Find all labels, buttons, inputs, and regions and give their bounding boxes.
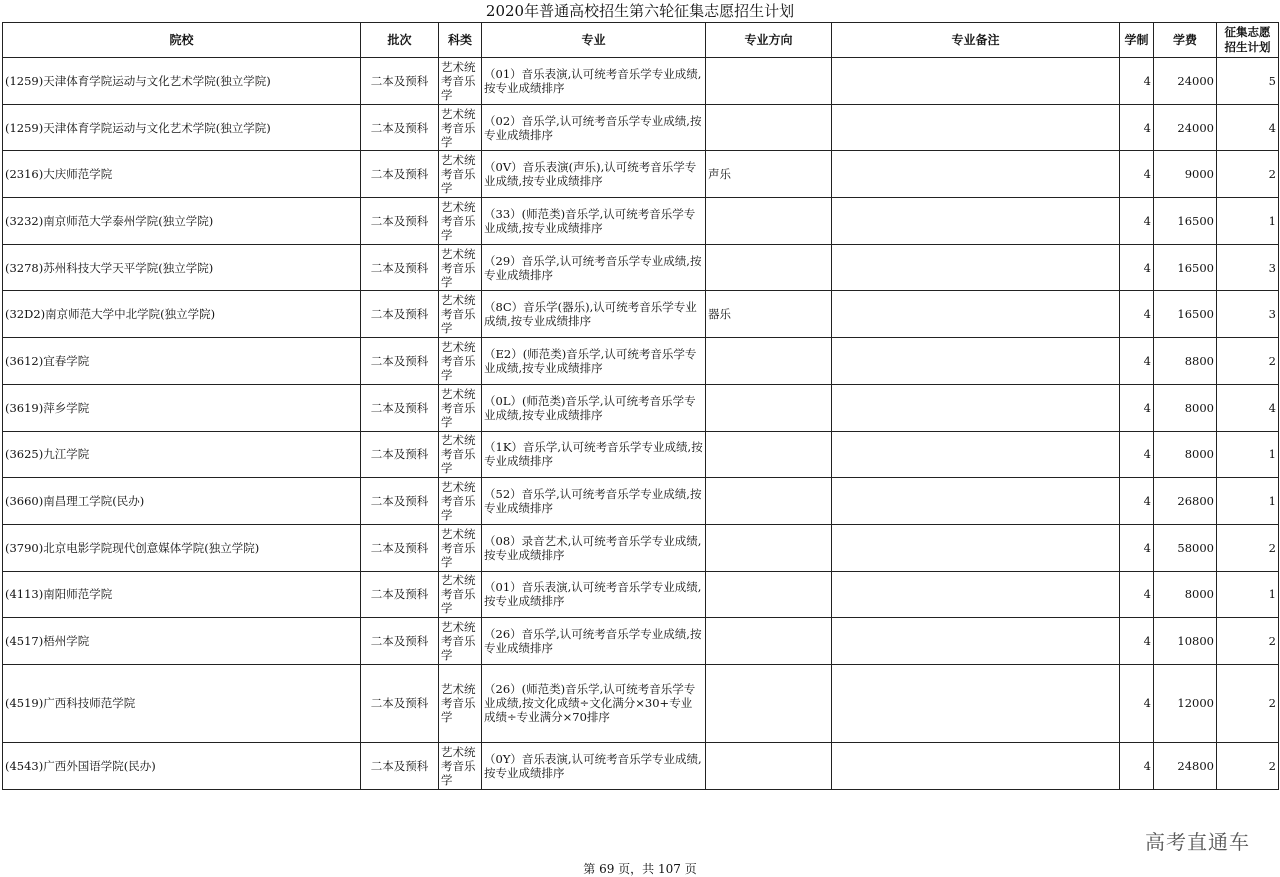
table-row [3,742,1279,789]
cell-batch: 二本及预科 [361,104,439,151]
cell-school: (3278)苏州科技大学天平学院(独立学院) [3,244,361,291]
header-fee: 学费 [1154,23,1217,58]
cell-school: (2316)大庆师范学院 [3,151,361,198]
cell-major: （33）(师范类)音乐学,认可统考音乐学专业成绩,按专业成绩排序 [482,198,706,245]
cell-years: 4 [1120,618,1154,665]
cell-fee: 9000 [1154,151,1217,198]
cell-note [832,291,1120,338]
cell-years: 4 [1120,524,1154,571]
cell-category: 艺术统考音乐学 [439,244,482,291]
cell-plan: 2 [1217,524,1279,571]
table-row [3,384,1279,431]
cell-school: (4519)广西科技师范学院 [3,664,361,742]
cell-school: (3660)南昌理工学院(民办) [3,478,361,525]
cell-batch: 二本及预科 [361,58,439,105]
cell-major: （01）音乐表演,认可统考音乐学专业成绩,按专业成绩排序 [482,571,706,618]
cell-fee: 16500 [1154,291,1217,338]
header-plan: 征集志愿招生计划 [1217,23,1279,58]
page-footer: 第 69 页，共 107 页 [583,862,697,876]
cell-major: （8C）音乐学(器乐),认可统考音乐学专业成绩,按专业成绩排序 [482,291,706,338]
cell-direction [706,244,832,291]
table-row [3,151,1279,198]
cell-fee: 24000 [1154,58,1217,105]
cell-plan: 5 [1217,58,1279,105]
cell-major: （0Y）音乐表演,认可统考音乐学专业成绩,按专业成绩排序 [482,742,706,789]
cell-fee: 24800 [1154,742,1217,789]
table-row [3,524,1279,571]
cell-fee: 8800 [1154,338,1217,385]
cell-category: 艺术统考音乐学 [439,618,482,665]
cell-direction [706,58,832,105]
cell-batch: 二本及预科 [361,618,439,665]
cell-batch: 二本及预科 [361,244,439,291]
cell-note [832,384,1120,431]
cell-plan: 4 [1217,104,1279,151]
table-row [3,198,1279,245]
cell-school: (32D2)南京师范大学中北学院(独立学院) [3,291,361,338]
cell-direction [706,524,832,571]
cell-direction [706,338,832,385]
cell-batch: 二本及预科 [361,742,439,789]
table-row [3,244,1279,291]
cell-fee: 58000 [1154,524,1217,571]
cell-years: 4 [1120,571,1154,618]
header-note: 专业备注 [832,23,1120,58]
cell-fee: 8000 [1154,571,1217,618]
table-row [3,664,1279,742]
table-row [3,478,1279,525]
cell-fee: 16500 [1154,198,1217,245]
cell-years: 4 [1120,478,1154,525]
cell-school: (3625)九江学院 [3,431,361,478]
cell-years: 4 [1120,151,1154,198]
cell-batch: 二本及预科 [361,524,439,571]
cell-note [832,58,1120,105]
cell-direction [706,571,832,618]
table-row [3,618,1279,665]
header-category: 科类 [439,23,482,58]
cell-note [832,104,1120,151]
cell-note [832,431,1120,478]
cell-school: (4517)梧州学院 [3,618,361,665]
cell-school: (3790)北京电影学院现代创意媒体学院(独立学院) [3,524,361,571]
cell-school: (1259)天津体育学院运动与文化艺术学院(独立学院) [3,58,361,105]
cell-school: (3619)萍乡学院 [3,384,361,431]
cell-plan: 1 [1217,198,1279,245]
cell-batch: 二本及预科 [361,478,439,525]
cell-fee: 8000 [1154,431,1217,478]
table-header-row [3,23,1279,58]
cell-major: （02）音乐学,认可统考音乐学专业成绩,按专业成绩排序 [482,104,706,151]
cell-plan: 2 [1217,664,1279,742]
cell-fee: 24000 [1154,104,1217,151]
cell-fee: 12000 [1154,664,1217,742]
cell-years: 4 [1120,244,1154,291]
cell-note [832,338,1120,385]
table-body [3,58,1279,790]
cell-category: 艺术统考音乐学 [439,198,482,245]
document-title: 2020年普通高校招生第六轮征集志愿招生计划 [485,2,795,20]
cell-batch: 二本及预科 [361,664,439,742]
enrollment-plan-table [2,22,1279,790]
cell-major: （01）音乐表演,认可统考音乐学专业成绩,按专业成绩排序 [482,58,706,105]
cell-note [832,571,1120,618]
cell-major: （E2）(师范类)音乐学,认可统考音乐学专业成绩,按专业成绩排序 [482,338,706,385]
table-row [3,338,1279,385]
cell-batch: 二本及预科 [361,291,439,338]
cell-major: （1K）音乐学,认可统考音乐学专业成绩,按专业成绩排序 [482,431,706,478]
cell-category: 艺术统考音乐学 [439,431,482,478]
cell-direction [706,664,832,742]
cell-major: （52）音乐学,认可统考音乐学专业成绩,按专业成绩排序 [482,478,706,525]
cell-direction [706,384,832,431]
cell-category: 艺术统考音乐学 [439,571,482,618]
cell-major: （08）录音艺术,认可统考音乐学专业成绩,按专业成绩排序 [482,524,706,571]
header-major: 专业 [482,23,706,58]
cell-plan: 1 [1217,478,1279,525]
cell-major: （0V）音乐表演(声乐),认可统考音乐学专业成绩,按专业成绩排序 [482,151,706,198]
cell-note [832,198,1120,245]
cell-major: （0L）(师范类)音乐学,认可统考音乐学专业成绩,按专业成绩排序 [482,384,706,431]
cell-plan: 2 [1217,338,1279,385]
cell-direction [706,198,832,245]
cell-fee: 16500 [1154,244,1217,291]
cell-direction: 器乐 [706,291,832,338]
cell-note [832,664,1120,742]
table-row [3,431,1279,478]
table-row [3,104,1279,151]
cell-plan: 1 [1217,571,1279,618]
cell-years: 4 [1120,742,1154,789]
cell-category: 艺术统考音乐学 [439,664,482,742]
cell-category: 艺术统考音乐学 [439,524,482,571]
watermark-text: 高考直通车 [1145,830,1250,854]
cell-years: 4 [1120,198,1154,245]
cell-category: 艺术统考音乐学 [439,58,482,105]
cell-plan: 3 [1217,244,1279,291]
cell-batch: 二本及预科 [361,571,439,618]
cell-fee: 26800 [1154,478,1217,525]
cell-note [832,151,1120,198]
cell-years: 4 [1120,58,1154,105]
cell-direction [706,742,832,789]
cell-note [832,478,1120,525]
header-school: 院校 [3,23,361,58]
cell-note [832,618,1120,665]
cell-category: 艺术统考音乐学 [439,151,482,198]
cell-batch: 二本及预科 [361,198,439,245]
cell-direction [706,431,832,478]
cell-note [832,244,1120,291]
cell-major: （26）(师范类)音乐学,认可统考音乐学专业成绩,按文化成绩÷文化满分×30+专业成绩÷专业满分×70排序 [482,664,706,742]
cell-fee: 8000 [1154,384,1217,431]
header-batch: 批次 [361,23,439,58]
cell-direction: 声乐 [706,151,832,198]
cell-plan: 2 [1217,742,1279,789]
cell-batch: 二本及预科 [361,151,439,198]
cell-batch: 二本及预科 [361,338,439,385]
cell-category: 艺术统考音乐学 [439,291,482,338]
table-row [3,291,1279,338]
cell-years: 4 [1120,664,1154,742]
cell-note [832,524,1120,571]
cell-major: （29）音乐学,认可统考音乐学专业成绩,按专业成绩排序 [482,244,706,291]
cell-plan: 2 [1217,618,1279,665]
cell-school: (3612)宜春学院 [3,338,361,385]
cell-category: 艺术统考音乐学 [439,742,482,789]
cell-category: 艺术统考音乐学 [439,384,482,431]
cell-plan: 4 [1217,384,1279,431]
cell-major: （26）音乐学,认可统考音乐学专业成绩,按专业成绩排序 [482,618,706,665]
cell-years: 4 [1120,338,1154,385]
cell-category: 艺术统考音乐学 [439,478,482,525]
cell-category: 艺术统考音乐学 [439,338,482,385]
cell-plan: 2 [1217,151,1279,198]
cell-years: 4 [1120,291,1154,338]
cell-school: (3232)南京师范大学泰州学院(独立学院) [3,198,361,245]
cell-batch: 二本及预科 [361,431,439,478]
cell-school: (1259)天津体育学院运动与文化艺术学院(独立学院) [3,104,361,151]
cell-note [832,742,1120,789]
cell-fee: 10800 [1154,618,1217,665]
table-row [3,58,1279,105]
header-direction: 专业方向 [706,23,832,58]
cell-years: 4 [1120,431,1154,478]
cell-direction [706,618,832,665]
cell-plan: 1 [1217,431,1279,478]
header-years: 学制 [1120,23,1154,58]
cell-direction [706,104,832,151]
cell-school: (4113)南阳师范学院 [3,571,361,618]
cell-plan: 3 [1217,291,1279,338]
cell-category: 艺术统考音乐学 [439,104,482,151]
table-row [3,571,1279,618]
cell-school: (4543)广西外国语学院(民办) [3,742,361,789]
cell-years: 4 [1120,384,1154,431]
cell-years: 4 [1120,104,1154,151]
cell-batch: 二本及预科 [361,384,439,431]
cell-direction [706,478,832,525]
